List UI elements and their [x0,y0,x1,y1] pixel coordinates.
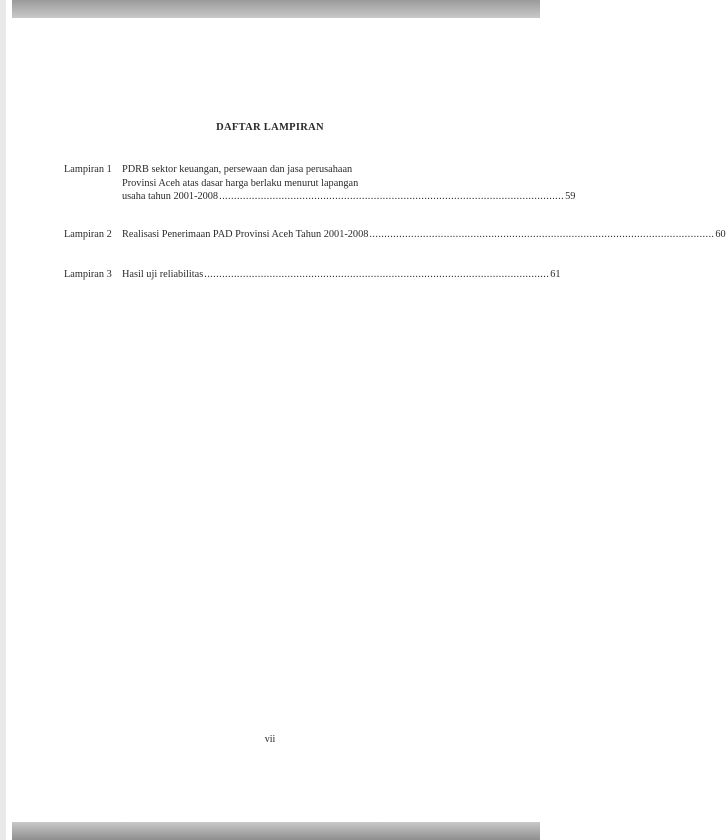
entry-text: Realisasi Penerimaan PAD Provinsi Aceh Tahun 2001-2008 [122,229,369,240]
entry-text-line-1: PDRB sektor keuangan, persewaan dan jasa perusahaan [122,164,353,175]
dot-leader: .................................................................................................................... [204,269,550,280]
entry-label: Lampiran 1 [64,164,112,175]
dot-leader: .................................................................................................................... [369,229,715,240]
entry-text-line-3: usaha tahun 2001-2008 [122,191,219,202]
list-item-lampiran-2[interactable] [64,228,726,242]
scan-bottom-edge [12,822,540,840]
scan-top-edge [12,0,540,18]
dot-leader: .................................................................................................................... [219,191,565,202]
list-item-lampiran-3[interactable] [64,268,561,282]
entry-text-line-2: Provinsi Aceh atas dasar harga berlaku menurut lapangan [122,177,359,189]
entry-page-number: 61 [550,269,561,280]
entry-page-number: 59 [565,191,576,202]
entry-page-number: 60 [715,229,726,240]
list-item-lampiran-1[interactable] [64,163,576,204]
entry-label: Lampiran 2 [64,229,112,240]
entry-label: Lampiran 3 [64,269,112,280]
entry-text: Hasil uji reliabilitas [122,269,204,280]
page-number-footer: vii [264,734,276,745]
page-title: DAFTAR LAMPIRAN [216,122,324,133]
